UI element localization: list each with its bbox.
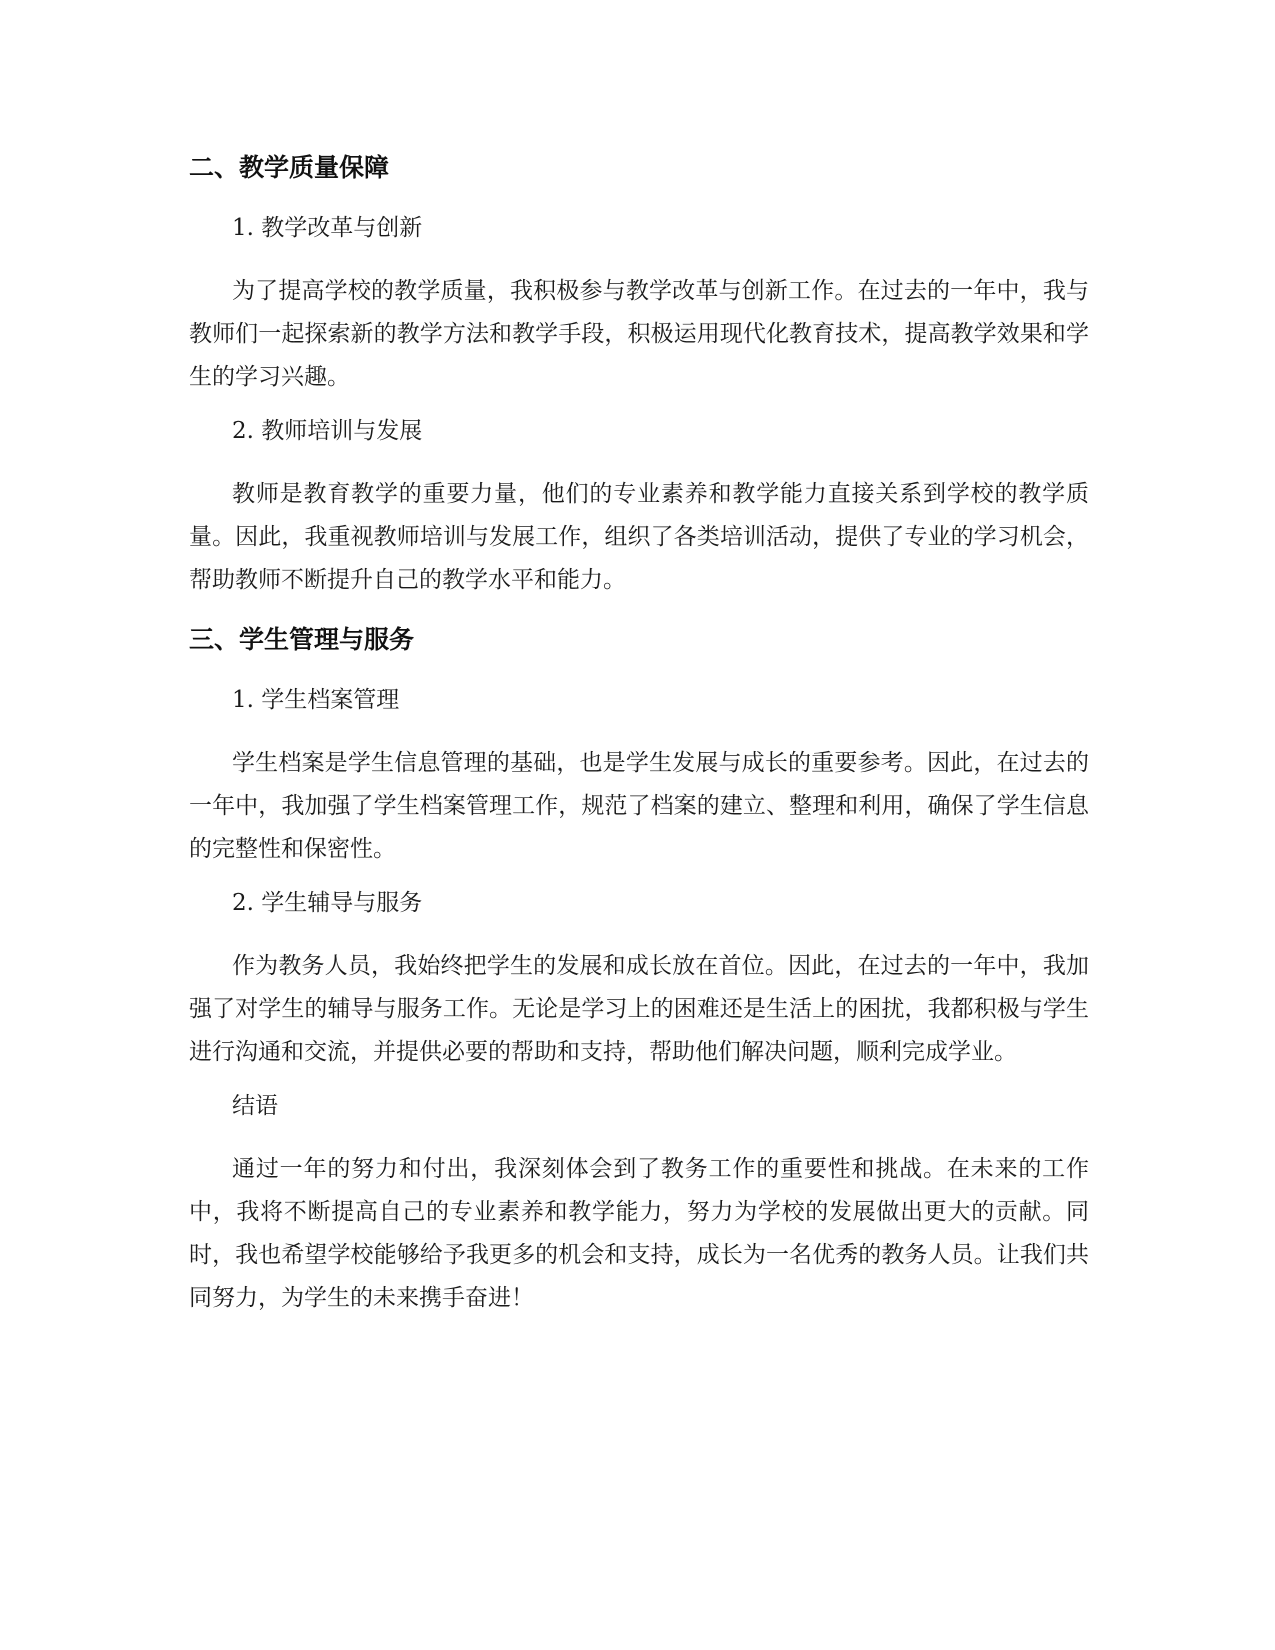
paragraph-student-guidance: 作为教务人员，我始终把学生的发展和成长放在首位。因此，在过去的一年中，我加强了对学生的辅导与服务工作。无论是学习上的困难还是生活上的困扰，我都积极与学生进行沟通和交流，并提供必要的帮助和支持，帮助他们解决问题，顺利完成学业。 <box>189 953 1089 1065</box>
paragraph-student-records: 学生档案是学生信息管理的基础，也是学生发展与成长的重要参考。因此，在过去的一年中，我加强了学生档案管理工作，规范了档案的建立、整理和利用，确保了学生信息的完整性和保密性。 <box>189 750 1089 862</box>
subheading-student-guidance: 2. 学生辅导与服务 <box>232 890 423 916</box>
section-heading-teaching-quality: 二、教学质量保障 <box>189 153 390 182</box>
section-heading-student-management: 三、学生管理与服务 <box>189 625 415 654</box>
subheading-student-records: 1. 学生档案管理 <box>232 687 400 713</box>
conclusion-title: 结语 <box>232 1093 278 1119</box>
paragraph-teacher-training: 教师是教育教学的重要力量，他们的专业素养和教学能力直接关系到学校的教学质量。因此，我重视教师培训与发展工作，组织了各类培训活动，提供了专业的学习机会，帮助教师不断提升自己的教学水平和能力。 <box>189 481 1089 593</box>
paragraph-conclusion: 通过一年的努力和付出，我深刻体会到了教务工作的重要性和挑战。在未来的工作中，我将不断提高自己的专业素养和教学能力，努力为学校的发展做出更大的贡献。同时，我也希望学校能够给予我更多的机会和支持，成长为一名优秀的教务人员。让我们共同努力，为学生的未来携手奋进！ <box>189 1156 1089 1311</box>
subheading-teaching-reform: 1. 教学改革与创新 <box>232 215 423 241</box>
subheading-teacher-training: 2. 教师培训与发展 <box>232 418 423 444</box>
paragraph-teaching-reform: 为了提高学校的教学质量，我积极参与教学改革与创新工作。在过去的一年中，我与教师们一起探索新的教学方法和教学手段，积极运用现代化教育技术，提高教学效果和学生的学习兴趣。 <box>189 278 1089 390</box>
document-page <box>189 150 1089 1320</box>
